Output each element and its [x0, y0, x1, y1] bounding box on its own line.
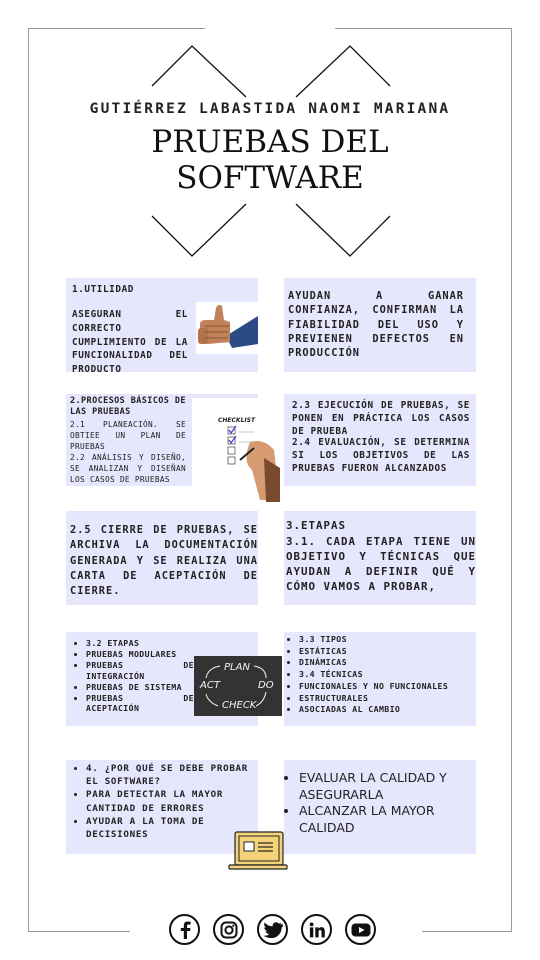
utilidad-body: ASEGURAN EL CORRECTO CUMPLIMIENTO DE LA FUNCIONALIDAD DEL PRODUCTO: [72, 309, 188, 376]
author-name: GUTIÉRREZ LABASTIDA NAOMI MARIANA: [89, 101, 451, 117]
confianza-text: AYUDAN A GANAR CONFIANZA, CONFIRMAN LA FIABILIDAD DEL USO Y PREVIENEN DEFECTOS EN PRODUCCIÓN: [288, 290, 464, 360]
instagram-icon[interactable]: [213, 914, 244, 945]
etapas-text: 3.1. CADA ETAPA TIENE UN OBJETIVO Y TÉCNICAS QUE AYUDAN A DEFINIR QUÉ Y CÓMO VAMOS A PROBAR,: [286, 535, 476, 593]
linkedin-icon[interactable]: [301, 914, 332, 945]
list-item: • ESTÁTICAS: [299, 646, 489, 658]
tipos-list-box: [284, 632, 476, 726]
cierre-box: [66, 511, 258, 605]
planeacion-text: 2.1 PLANEACIÓN. SE OBTIEE UN PLAN DE PRUEBAS: [70, 420, 186, 452]
list-item: • AYUDAR A LA TOMA DE DECISIONES: [86, 815, 248, 841]
pdca-cycle-image: [194, 656, 282, 716]
evaluacion-text: 2.4 EVALUACIÓN, SE DETERMINA SI LOS OBJETIVOS DE LAS PRUEBAS FUERON ALCANZADOS: [292, 437, 470, 475]
por-que-list: [68, 762, 248, 841]
checklist-label: CHECKLIST: [218, 417, 256, 424]
list-item: • ASOCIADAS AL CAMBIO: [299, 704, 489, 716]
etapas-list: [68, 638, 194, 714]
twitter-icon[interactable]: [257, 914, 288, 945]
list-item: • PRUEBAS DE INTEGRACIÓN: [86, 660, 194, 682]
thumbs-up-image: [196, 302, 258, 354]
cycle-check: CHECK: [222, 700, 257, 711]
frame-gap-top: [205, 22, 335, 34]
etapas-list-box: [66, 632, 274, 726]
tipos-list: [281, 634, 489, 716]
etapas-box: [284, 511, 476, 605]
calidad-box: [284, 760, 476, 854]
cierre-text: 2.5 CIERRE DE PRUEBAS, SE ARCHIVA LA DOCUMENTACIÓN GENERADA Y SE REALIZA UNA CARTA DE ACEPTACIÓN DE CIERRE.: [70, 524, 258, 598]
list-item: • ESTRUCTURALES: [299, 693, 489, 705]
list-item: • 3.4 TÉCNICAS: [299, 669, 489, 681]
page-title: [0, 124, 540, 196]
cycle-plan: PLAN: [224, 662, 250, 673]
list-item: • FUNCIONALES Y NO FUNCIONALES: [299, 681, 489, 693]
list-item: • PARA DETECTAR LA MAYOR CANTIDAD DE ERRORES: [86, 788, 248, 814]
list-item: • PRUEBAS DE ACEPTACIÓN: [86, 693, 194, 715]
list-item: • PRUEBAS MODULARES: [86, 649, 194, 660]
facebook-icon[interactable]: [169, 914, 200, 945]
ejecucion-text: 2.3 EJECUCIÓN DE PRUEBAS, SE PONEN EN PRÁCTICA LOS CASOS DE PRUEBA: [292, 400, 470, 438]
list-item: • PRUEBAS DE SISTEMA: [86, 682, 194, 693]
youtube-icon[interactable]: [345, 914, 376, 945]
title-line-1: PRUEBAS DEL: [151, 124, 389, 160]
checklist-image: [192, 398, 280, 502]
etapas-heading: 3.ETAPAS: [286, 519, 347, 532]
list-item: • EVALUAR LA CALIDAD Y ASEGURARLA: [299, 770, 459, 803]
list-item: • 3.2 ETAPAS: [86, 638, 194, 649]
procesos-heading: 2.PROCESOS BÁSICOS DE LAS PRUEBAS: [70, 396, 186, 418]
list-item: • 4. ¿POR QUÉ SE DEBE PROBAR EL SOFTWARE?: [86, 762, 248, 788]
cycle-act: ACT: [200, 680, 220, 691]
list-item: • DINÁMICAS: [299, 657, 489, 669]
utilidad-box: [66, 278, 258, 376]
procesos-box: [66, 394, 258, 486]
confianza-box: [284, 278, 476, 372]
list-item: • 3.3 TIPOS: [299, 634, 489, 646]
calidad-list: [281, 770, 459, 836]
title-line-2: SOFTWARE: [176, 160, 364, 196]
list-item: • ALCANZAR LA MAYOR CALIDAD: [299, 803, 459, 836]
utilidad-heading: 1.UTILIDAD: [72, 284, 134, 295]
analisis-text: 2.2 ANÁLISIS Y DISEÑO, SE ANALIZAN Y DISEÑAN LOS CASOS DE PRUEBAS: [70, 453, 186, 485]
cycle-do: DO: [258, 680, 274, 691]
laptop-icon: [227, 830, 289, 872]
ejecucion-box: [284, 394, 476, 486]
